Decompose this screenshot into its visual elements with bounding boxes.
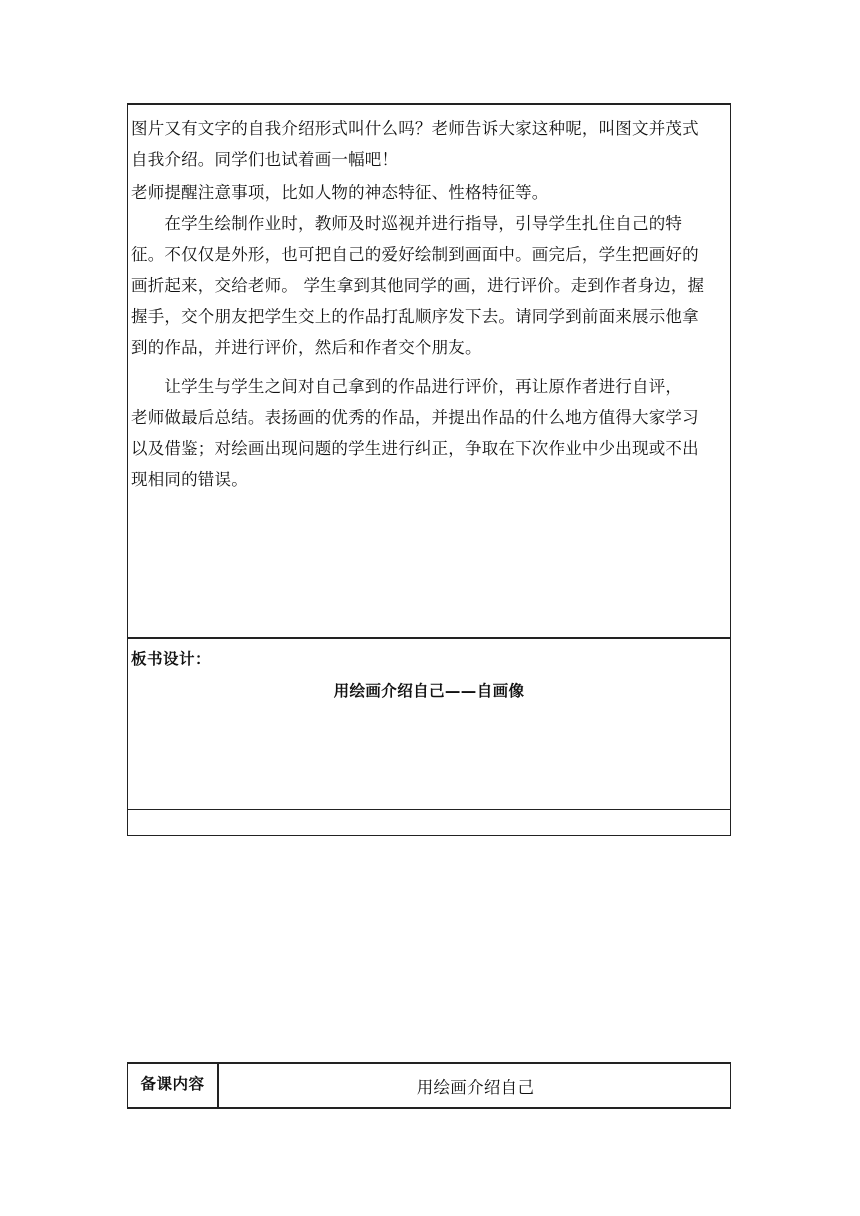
paragraph-reminder bbox=[131, 177, 727, 208]
text-line: 到的作品，并进行评价，然后和作者交个朋友。 bbox=[131, 338, 482, 357]
text-line: 征。不仅仅是外形，也可把自己的爱好绘制到画面中。画完后，学生把画好的 bbox=[131, 245, 699, 264]
text-line: 自我介绍。同学们也试着画一幅吧！ bbox=[131, 150, 399, 169]
prep-content-value: 用绘画介绍自己 bbox=[416, 1078, 535, 1097]
text-line: 老师做最后总结。表扬画的优秀的作品，并提出作品的什么地方值得大家学习 bbox=[131, 408, 699, 427]
paragraph-intro bbox=[131, 113, 727, 175]
text-line: 图片又有文字的自我介绍形式叫什么吗？老师告诉大家这种呢，叫图文并茂式 bbox=[131, 119, 699, 138]
text-line: 让学生与学生之间对自己拿到的作品进行评价，再让原作者进行自评， bbox=[131, 377, 683, 396]
lesson-table bbox=[127, 103, 731, 836]
empty-row bbox=[128, 811, 730, 836]
text-line: 老师提醒注意事项，比如人物的神态特征、性格特征等。 bbox=[131, 183, 549, 202]
text-line: 画折起来，交给老师。 学生拿到其他同学的画，进行评价。走到作者身边，握 bbox=[131, 276, 705, 295]
text-line: 现相同的错误。 bbox=[131, 470, 248, 489]
text-line: 在学生绘制作业时，教师及时巡视并进行指导，引导学生扎住自己的特 bbox=[131, 214, 683, 233]
prep-content-table bbox=[127, 1062, 731, 1109]
board-design-cell bbox=[128, 641, 730, 810]
board-design-title: 用绘画介绍自己——自画像 bbox=[333, 682, 525, 700]
paragraph-evaluation bbox=[131, 371, 727, 495]
lesson-process-cell bbox=[128, 105, 730, 639]
paragraph-guidance bbox=[131, 208, 727, 363]
text-line: 握手，交个朋友把学生交上的作品打乱顺序发下去。请同学到前面来展示他拿 bbox=[131, 307, 699, 326]
text-line: 以及借鉴；对绘画出现问题的学生进行纠正，争取在下次作业中少出现或不出 bbox=[131, 439, 699, 458]
board-design-label: 板书设计： bbox=[131, 650, 212, 668]
prep-content-label: 备课内容 bbox=[128, 1064, 219, 1107]
